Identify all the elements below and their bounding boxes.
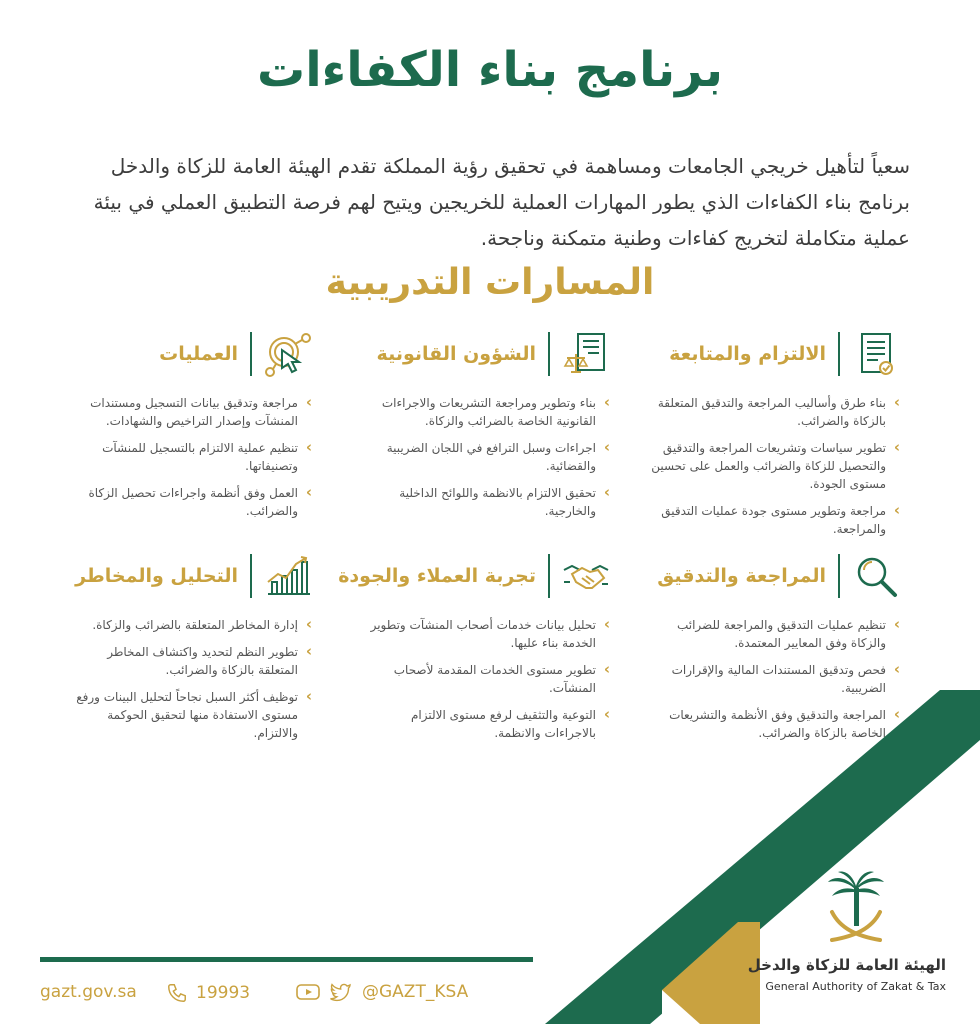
logo-name-english: General Authority of Zakat & Tax — [765, 980, 946, 993]
page-title: برنامج بناء الكفاءات — [256, 42, 724, 98]
track-title: التحليل والمخاطر — [75, 565, 238, 587]
track-title: تجربة العملاء والجودة — [338, 565, 536, 587]
list-item: › مراجعة وتطوير مستوى جودة عمليات التدقيق والمراجعة. — [640, 502, 900, 538]
list-item: › مراجعة وتدقيق بيانات التسجيل ومستندات المنشآت وإصدار التراخيص والشهادات. — [72, 394, 312, 430]
list-item: › اجراءات وسبل الترافع في اللجان الضريبية والقضائية. — [370, 439, 610, 475]
list-item: › إدارة المخاطر المتعلقة بالضرائب والزكاة. — [72, 616, 312, 634]
phone-icon — [166, 982, 188, 1004]
intro-paragraph: سعياً لتأهيل خريجي الجامعات ومساهمة في تحقيق رؤية المملكة تقدم الهيئة العامة للزكاة والدخل برنامج بناء الكفاءات الذي يطور المهارات العملية للخريجين ويتيح لهم فرصة التطبيق العملي في بيئة عملية متكاملة لتخريج كفاءات وطنية متمكنة وناجحة. — [93, 154, 910, 250]
list-item: › تحقيق الالتزام بالانظمة واللوائح الداخلية والخارجية. — [370, 484, 610, 520]
list-item: › تطوير سياسات وتشريعات المراجعة والتدقيق والتحصيل للزكاة والضرائب والعمل على تحسين مستوى الجودة. — [640, 439, 900, 493]
twitter-icon[interactable] — [328, 982, 352, 1002]
section-title: المسارات التدريبية — [325, 262, 655, 303]
list-item: › تحليل بيانات خدمات أصحاب المنشآت وتطوير الخدمة بناء عليها. — [360, 616, 610, 652]
list-item: › بناء وتطوير ومراجعة التشريعات والاجراءات القانونية الخاصة بالضرائب والزكاة. — [370, 394, 610, 430]
list-item: › بناء طرق وأساليب المراجعة والتدقيق المتعلقة بالزكاة والضرائب. — [640, 394, 900, 430]
youtube-icon[interactable] — [296, 982, 320, 1002]
track-title: الشؤون القانونية — [376, 343, 536, 365]
track-title: العمليات — [159, 343, 238, 365]
list-item: › تطوير النظم لتحديد واكتشاف المخاطر المتعلقة بالزكاة والضرائب. — [72, 643, 312, 679]
list-item: › فحص وتدقيق المستندات المالية والإقرارات الضريبية. — [640, 661, 900, 697]
logo-name-arabic: الهيئة العامة للزكاة والدخل — [747, 956, 946, 974]
website-link[interactable]: gazt.gov.sa — [40, 982, 137, 1002]
list-item: › التوعية والتثقيف لرفع مستوى الالتزام بالاجراءات والانظمة. — [360, 706, 610, 742]
footer-divider — [40, 957, 533, 962]
palm-swords-emblem-icon — [822, 868, 890, 948]
phone-contact[interactable] — [166, 982, 250, 1004]
track-title: المراجعة والتدقيق — [657, 565, 826, 587]
list-item: › تنظيم عملية الالتزام بالتسجيل للمنشآت وتصنيفاتها. — [72, 439, 312, 475]
social-links — [296, 982, 468, 1002]
list-item: › تطوير مستوى الخدمات المقدمة لأصحاب المنشآت. — [360, 661, 610, 697]
list-item: › تنظيم عمليات التدقيق والمراجعة للضرائب والزكاة وفق المعايير المعتمدة. — [640, 616, 900, 652]
track-title: الالتزام والمتابعة — [669, 343, 826, 365]
list-item: › توظيف أكثر السبل نجاحاً لتحليل البينات ورفع مستوى الاستفادة منها لتحقيق الحوكمة والالتزام. — [72, 688, 312, 742]
phone-number: 19993 — [196, 983, 251, 1003]
social-handle[interactable]: @GAZT_KSA — [362, 982, 469, 1002]
list-item: › المراجعة والتدقيق وفق الأنظمة والتشريعات الخاصة بالزكاة والضرائب. — [640, 706, 900, 742]
list-item: › العمل وفق أنظمة واجراءات تحصيل الزكاة والضرائب. — [72, 484, 312, 520]
